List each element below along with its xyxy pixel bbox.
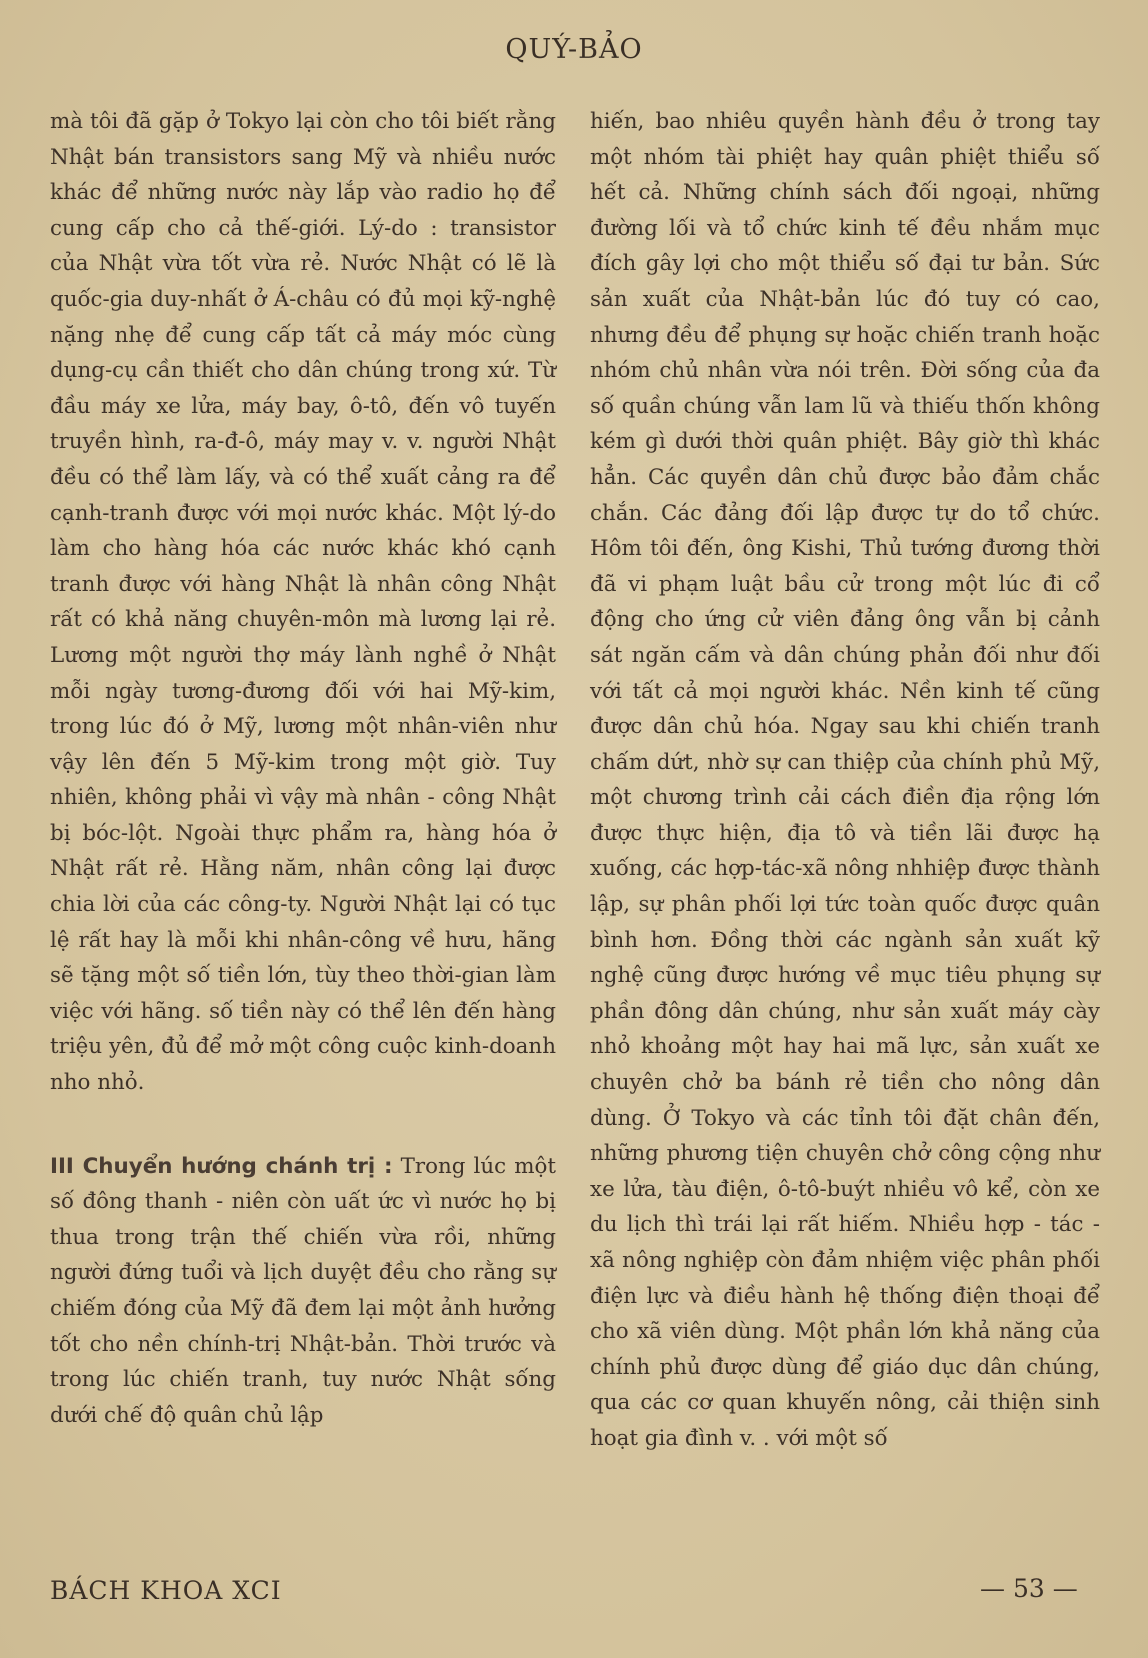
section-heading: III Chuyển hướng chánh trị : [50,1153,393,1179]
publication-footer: BÁCH KHOA XCI [50,1576,282,1605]
running-title: QUÝ-BẢO [505,34,643,65]
right-column [590,104,1100,1457]
page-number: — 53 — [980,1574,1078,1603]
section-body: Trong lúc một số đông thanh - niên còn uất ức vì nước họ bị thua trong trận thế chiến vừa rồi, những người đứng tuổi và lịch duyệt đều cho rằng sự chiếm đóng của Mỹ đã đem lại một ảnh hưởng tốt cho nền chính-trị Nhật-bản. Thời trước và trong lúc chiến tranh, tuy nước Nhật sống dưới chế độ quân chủ lập [50,1153,556,1428]
left-paragraph-2 [50,1149,556,1434]
paragraph-gap [50,1101,556,1149]
left-paragraph-1: mà tôi đã gặp ở Tokyo lại còn cho tôi biết rằng Nhật bán transistors sang Mỹ và nhiều nước khác để những nước này lắp vào radio họ để cung cấp cho cả thế-giới. Lý-do : transistor của Nhật vừa tốt vừa rẻ. Nước Nhật có lẽ là quốc-gia duy-nhất ở Á-châu có đủ mọi kỹ-nghệ nặng nhẹ để cung cấp tất cả máy móc cùng dụng-cụ cần thiết cho dân chúng trong xứ. Từ đầu máy xe lửa, máy bay, ô-tô, đến vô tuyến truyền hình, ra-đ-ô, máy may v. v. người Nhật đều có thể làm lấy, và có thể xuất cảng ra để cạnh-tranh được với mọi nước khác. Một lý-do làm cho hàng hóa các nước khác khó cạnh tranh được với hàng Nhật là nhân công Nhật rất có khả năng chuyên-môn mà lương lại rẻ. Lương một người thợ máy lành nghề ở Nhật mỗi ngày tương-đương đối với hai Mỹ-kim, trong lúc đó ở Mỹ, lương một nhân-viên như vậy lên đến 5 Mỹ-kim trong một giờ. Tuy nhiên, không phải vì vậy mà nhân - công Nhật bị bóc-lột. Ngoài thực phẩm ra, hàng hóa ở Nhật rất rẻ. Hằng năm, nhân công lại được chia lời của các công-ty. Người Nhật lại có tục lệ rất hay là mỗi khi nhân-công về hưu, hãng sẽ tặng một số tiền lớn, tùy theo thời-gian làm việc với hãng. số tiền này có thể lên đến hàng triệu yên, đủ để mở một công cuộc kinh-doanh nho nhỏ. [50,109,556,1096]
left-column [50,104,556,1433]
right-paragraph-1: hiến, bao nhiêu quyền hành đều ở trong tay một nhóm tài phiệt hay quân phiệt thiểu số hết cả. Những chính sách đối ngoại, những đường lối và tổ chức kinh tế đều nhắm mục đích gây lợi cho một thiểu số đại tư bản. Sức sản xuất của Nhật-bản lúc đó tuy có cao, nhưng đều để phụng sự hoặc chiến tranh hoặc nhóm chủ nhân vừa nói trên. Đời sống của đa số quần chúng vẫn lam lũ và thiếu thốn không kém gì dưới thời quân phiệt. Bây giờ thì khác hẳn. Các quyền dân chủ được bảo đảm chắc chắn. Các đảng đối lập được tự do tổ chức. Hôm tôi đến, ông Kishi, Thủ tướng đương thời đã vi phạm luật bầu cử trong một lúc đi cổ động cho ứng cử viên đảng ông vẫn bị cảnh sát ngăn cấm và dân chúng phản đối như đối với tất cả mọi người khác. Nền kinh tế cũng được dân chủ hóa. Ngay sau khi chiến tranh chấm dứt, nhờ sự can thiệp của chính phủ Mỹ, một chương trình cải cách điền địa rộng lớn được thực hiện, địa tô và tiền lãi được hạ xuống, các hợp-tác-xã nông nhhiệp được thành lập, sự phân phối lợi tức toàn quốc được quân bình hơn. Đồng thời các ngành sản xuất kỹ nghệ cũng được hướng về mục tiêu phụng sự phần đông dân chúng, như sản xuất máy cày nhỏ khoảng một hay hai mã lực, sản xuất xe chuyên chở ba bánh rẻ tiền cho nông dân dùng. Ở Tokyo và các tỉnh tôi đặt chân đến, những phương tiện chuyên chở công cộng như xe lửa, tàu điện, ô-tô-buýt nhiều vô kể, còn xe du lịch thì trái lại rất hiếm. Nhiều hợp - tác - xã nông nghiệp còn đảm nhiệm việc phân phối điện lực và điều hành hệ thống điện thoại để cho xã viên dùng. Một phần lớn khả năng của chính phủ được dùng để giáo dục dân chúng, qua các cơ quan khuyến nông, cải thiện sinh hoạt gia đình v. . với một số [590,109,1100,1451]
